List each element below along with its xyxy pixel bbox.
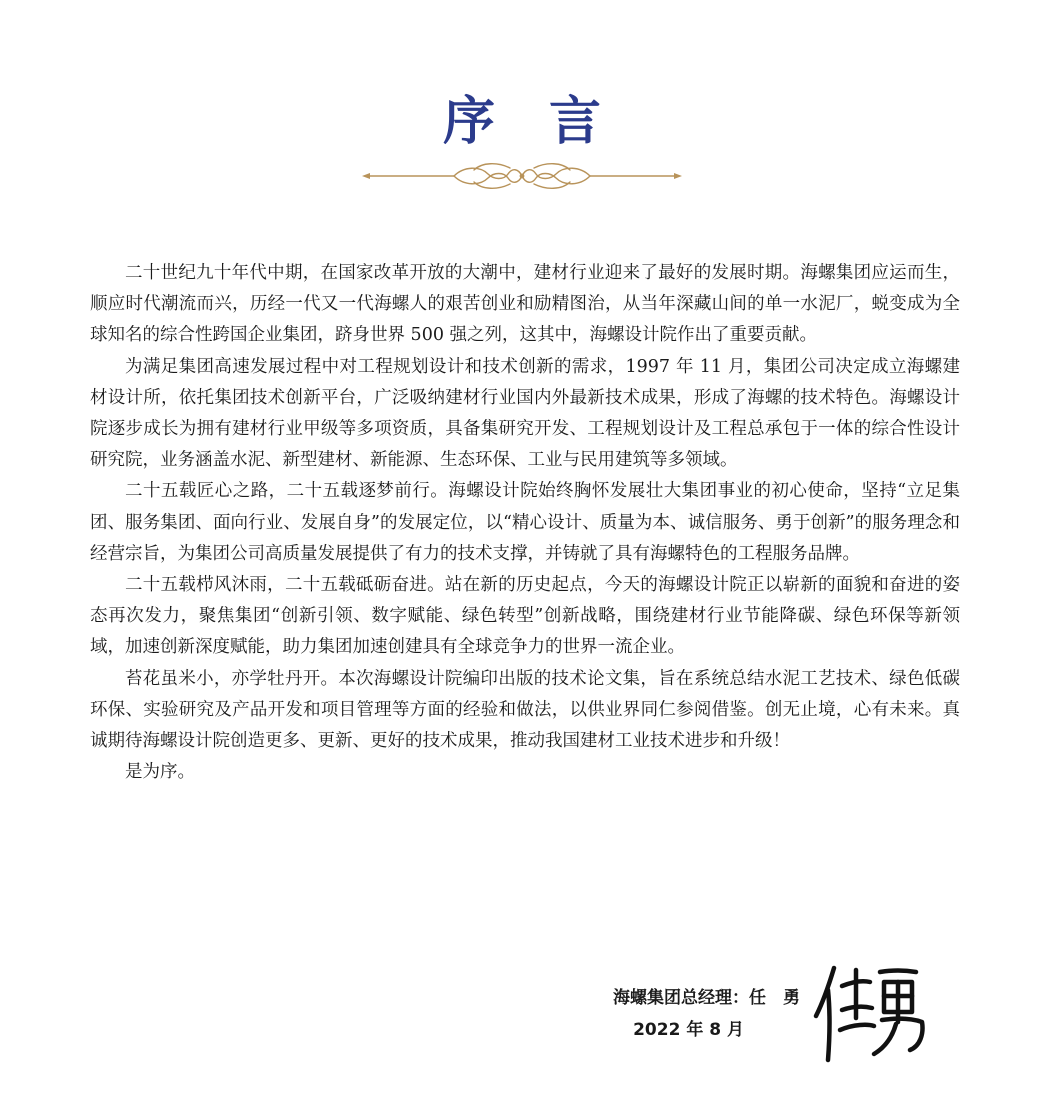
paragraph-3: 二十五载匠心之路，二十五载逐梦前行。海螺设计院始终胸怀发展壮大集团事业的初心使命，坚持“立足集团、服务集团、面向行业、发展自身”的发展定位，以“精心设计、质量为本、诚信服务、勇于创新”的服务理念和经营宗旨，为集团公司高质量发展提供了有力的技术支撑，并铸就了具有海螺特色的工程服务品牌。: [90, 481, 960, 564]
paragraph-4: 二十五载栉风沐雨，二十五载砥砺奋进。站在新的历史起点，今天的海螺设计院正以崭新的面貌和奋进的姿态再次发力，聚焦集团“创新引领、数字赋能、绿色转型”创新战略，围绕建材行业节能降碳、绿色环保等新领域，加速创新深度赋能，助力集团加速创建具有全球竞争力的世界一流企业。: [90, 575, 960, 658]
paragraph-5: 苔花虽米小，亦学牡丹开。本次海螺设计院编印出版的技术论文集，旨在系统总结水泥工艺技术、绿色低碳环保、实验研究及产品开发和项目管理等方面的经验和做法，以供业界同仁参阅借鉴。创无止境，心有未来。真诚期待海螺设计院创造更多、更新、更好的技术成果，推动我国建材工业技术进步和升级！: [90, 668, 960, 752]
paragraph-1: 二十世纪九十年代中期，在国家改革开放的大潮中，建材行业迎来了最好的发展时期。海螺集团应运而生，顺应时代潮流而兴，历经一代又一代海螺人的艰苦创业和励精图治，从当年深藏山间的单一水泥厂，蜕变成为全球知名的综合性跨国企业集团，跻身世界 500 强之列，这其中，海螺设计院作出了重要贡献。: [90, 263, 960, 346]
page-title: 序言: [442, 91, 655, 152]
signature-date: 2022 年 8 月: [633, 1020, 744, 1040]
preface-body: [90, 258, 960, 788]
handwritten-signature: [812, 960, 932, 1070]
author-line: 海螺集团总经理：任 勇: [613, 988, 800, 1008]
paragraph-2: 为满足集团高速发展过程中对工程规划设计和技术创新的需求，1997 年 11 月，集团公司决定成立海螺建材设计所，依托集团技术创新平台，广泛吸纳建材行业国内外最新技术成果，形成了海螺的技术特色。海螺设计院逐步成长为拥有建材行业甲级等多项资质，具备集研究开发、工程规划设计及工程总承包于一体的综合性设计研究院，业务涵盖水泥、新型建材、新能源、生态环保、工业与民用建筑等多领域。: [90, 356, 960, 471]
signature-block: [560, 982, 800, 1046]
title-ornament: [362, 160, 682, 192]
closing-line: 是为序。: [125, 762, 195, 783]
